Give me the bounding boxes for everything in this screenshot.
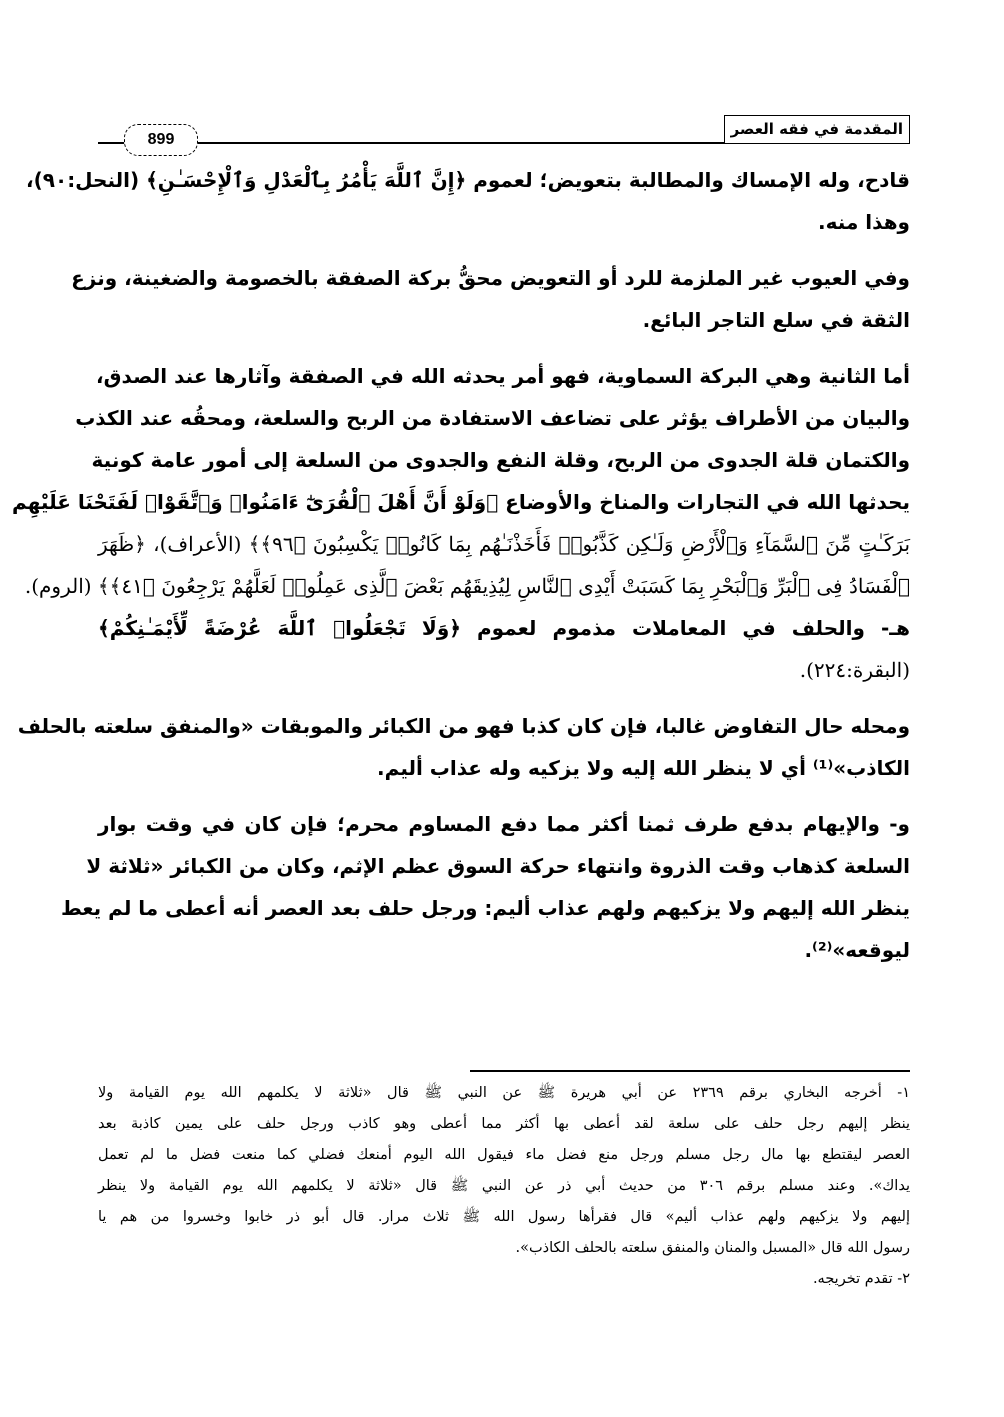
footnote-line: ينظر إليهم رجل حلف على سلعة لقد أعطى بها أكثر مما أعطى وهو كاذب ورجل حلف على يمين كاذبة بعد [98,1116,910,1132]
footnote-line: رسول الله قال «المسبل والمنان والمنفق سلعته بالحلف الكاذب». [515,1240,910,1256]
footnote-line: العصر ليقتطع بها مال رجل مسلم ورجل منع فضل ماء فيقول الله اليوم أمنعك فضلي كما منعت فضل ما لم تعمل [98,1147,910,1163]
paragraph [71,257,910,341]
footnote-line: إليهم ولا يزكيهم ولهم عذاب أليم» قال فقرأها رسول الله ﷺ ثلاث مرار. قال أبو ذر خابوا وخسروا من هم يا [98,1209,910,1225]
running-header-title: المقدمة في فقه العصر [724,115,910,143]
paragraph [26,159,910,243]
text-line: قادح، وله الإمساك والمطالبة بتعويض؛ لعموم ﴿إِنَّ ٱللَّهَ يَأْمُرُ بِٱلْعَدْلِ وَٱلْإِحْسَـٰنِ﴾ (النحل:٩٠)، [26,168,910,192]
footnote-line: يداك». وعند مسلم برقم ٣٠٦ من حديث أبي ذر عن النبي ﷺ قال «ثلاثة لا يكلمهم الله يوم القيامة ولا ينظر [98,1178,910,1194]
text-line: الكاذب»⁽¹⁾ أي لا ينظر الله إليه ولا يزكيه وله عذاب أليم. [377,756,910,780]
section-heading-h: هـ- والحلف في المعاملات مذموم لعموم ﴿وَلَا تَجْعَلُوا۟ ٱللَّهَ عُرْضَةً لِّأَيْمَـٰنِكُمْ﴾ [98,616,910,640]
text-line: أما الثانية وهي البركة السماوية، فهو أمر يحدثه الله في الصفقة وآثارها عند الصدق، [96,364,910,388]
text-line: ومحله حال التفاوض غالبا، فإن كان كذبا فهو من الكبائر والموبقات «والمنفق سلعته بالحلف [17,714,910,738]
footnote-rule [470,1070,910,1072]
text-line: السلعة كذهاب وقت الذروة وانتهاء حركة السوق عظم الإثم، وكان من الكبائر «ثلاثة لا [86,854,910,878]
text-line: ليوقعه»⁽²⁾. [804,938,910,962]
paragraph [60,803,910,971]
paragraph [17,705,910,789]
quran-line: بَرَكَـٰتٍ مِّنَ ٱلسَّمَآءِ وَٱلْأَرْضِ وَلَـٰكِن كَذَّبُوا۟ فَأَخَذْنَـٰهُم بِمَا كَانُوا۟ يَكْسِبُونَ ﴿٩٦﴾﴾ (الأعراف)، ﴿ظَهَرَ [98,532,911,556]
section-heading-w: و- والإيهام بدفع طرف ثمنا أكثر مما دفع المساوم محرم؛ فإن كان في وقت بوار [98,812,910,836]
text-line: وهذا منه. [818,210,910,234]
paragraph [12,355,911,607]
text-line: الثقة في سلع التاجر البائع. [642,308,910,332]
quran-line: ٱلْفَسَادُ فِى ٱلْبَرِّ وَٱلْبَحْرِ بِمَا كَسَبَتْ أَيْدِى ٱلنَّاسِ لِيُذِيقَهُم بَعْضَ ٱلَّذِى عَمِلُوا۟ لَعَلَّهُمْ يَرْجِعُونَ ﴿٤١﴾﴾ (الروم). [24,574,910,598]
paragraph [98,607,910,691]
footnote-line: ١- أخرجه البخاري برقم ٢٣٦٩ عن أبي هريرة ﷺ عن النبي ﷺ قال «ثلاثة لا يكلمهم الله يوم القيامة ولا [98,1085,910,1101]
footnotes [98,1078,910,1295]
text-line: وفي العيوب غير الملزمة للرد أو التعويض محقُّ بركة الصفقة بالخصومة والضغينة، ونزع [71,266,910,290]
text-line: والكتمان قلة الجدوى من الربح، وقلة النفع والجدوى من السلعة إلى أمور عامة كونية [91,448,910,472]
footnote-line: ٢- تقدم تخريجه. [812,1271,910,1287]
text-line: ينظر الله إليهم ولا يزكيهم ولهم عذاب أليم: ورجل حلف بعد العصر أنه أعطى ما لم يعط [60,896,910,920]
text-line: يحدثها الله في التجارات والمناخ والأوضاع ﴿وَلَوْ أَنَّ أَهْلَ ٱلْقُرَىٰٓ ءَامَنُوا۟ وَٱتَّقَوْا۟ لَفَتَحْنَا عَلَيْهِم [12,490,910,514]
text-line: والبيان من الأطراف يؤثر على تضاعف الاستفادة من الربح والسلعة، ومحقُه عند الكذب [75,406,910,430]
page-number: 899 [124,124,198,156]
text-line: (البقرة:٢٢٤). [799,658,910,682]
body-text [12,159,911,971]
